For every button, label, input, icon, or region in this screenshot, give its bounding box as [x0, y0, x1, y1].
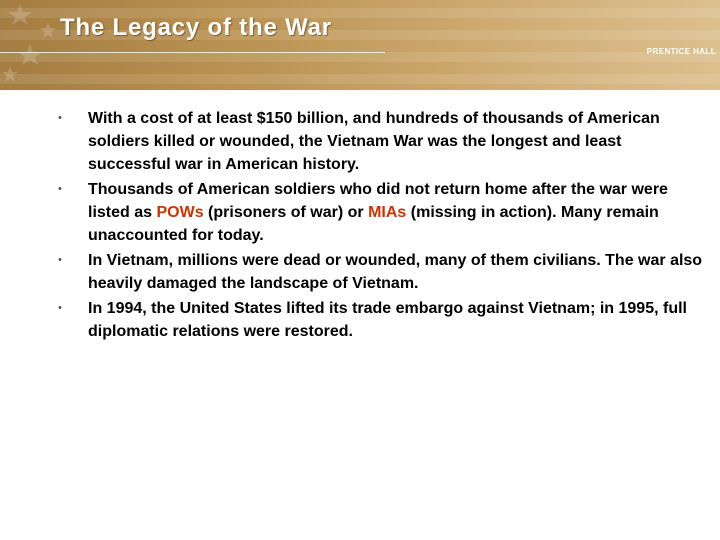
- bullet-marker: •: [58, 254, 62, 266]
- bullet-text: In 1994, the United States lifted its trade embargo against Vietnam; in 1995, full diplomatic relations were restored.: [88, 300, 687, 340]
- publisher-logo: PRENTICE HALL: [646, 47, 716, 56]
- star-icon: [40, 22, 56, 38]
- star-icon: [2, 66, 18, 82]
- bullet-list: [58, 107, 708, 343]
- bullet-item: [58, 297, 708, 343]
- bullet-text: With a cost of at least $150 billion, and hundreds of thousands of American soldiers killed or wounded, the Vietnam War was the longest and least successful war in American history.: [88, 110, 660, 173]
- bullet-item: [58, 249, 708, 295]
- star-icon: [8, 4, 32, 25]
- bullet-marker: •: [58, 112, 62, 124]
- key-term-pows: POWs: [156, 204, 204, 221]
- bullet-text: (missing in action). Many remain unaccounted for today.: [88, 204, 659, 244]
- bullet-text: (prisoners of war) or: [203, 204, 369, 221]
- bullet-text: In Vietnam, millions were dead or wounded, many of them civilians. The war also heavily damaged the landscape of Vietnam.: [88, 252, 703, 292]
- bullet-item: [58, 107, 708, 176]
- key-term-mias: MIAs: [368, 204, 407, 221]
- slide-title: The Legacy of the War: [60, 14, 332, 41]
- bullet-marker: •: [58, 183, 62, 195]
- header-banner: [0, 0, 720, 90]
- title-underline: [0, 52, 385, 53]
- bullet-marker: •: [58, 302, 62, 314]
- bullet-text: Thousands of American soldiers who did not return home after the war were listed as: [88, 181, 668, 221]
- star-icon: [18, 44, 42, 65]
- bullet-item: [58, 178, 708, 247]
